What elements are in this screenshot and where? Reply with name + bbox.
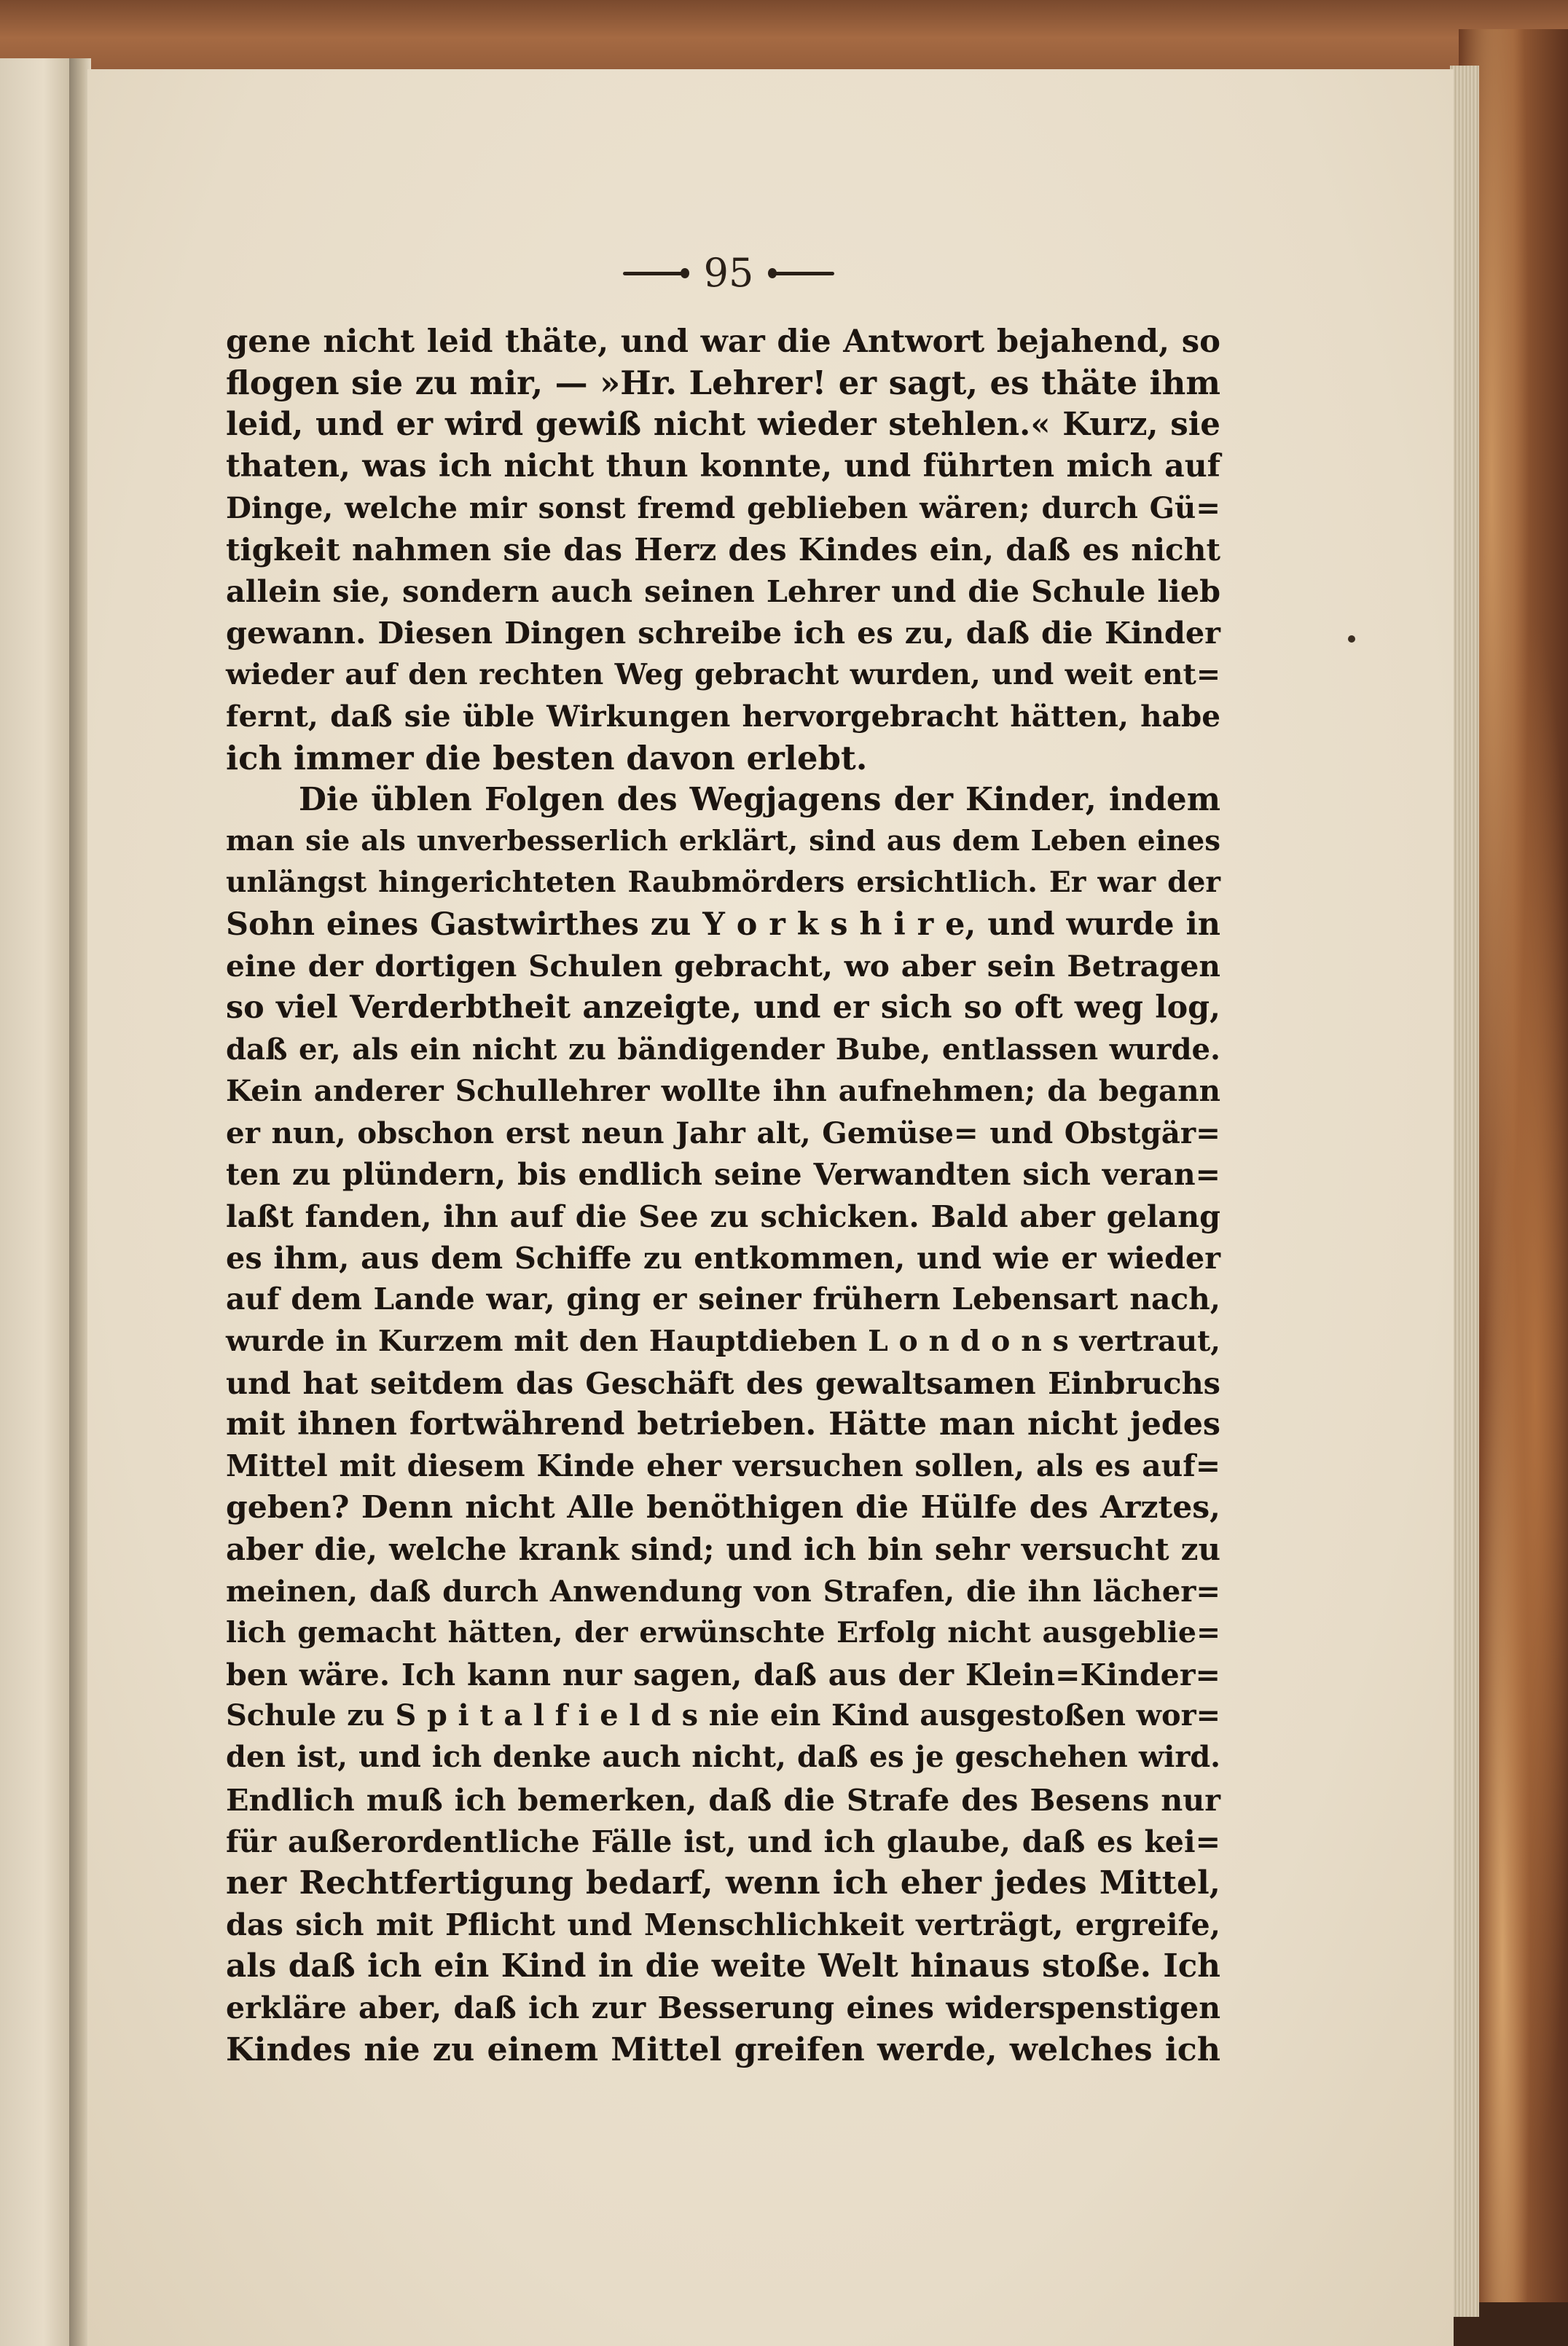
text-line: mit ihnen fortwährend betrieben. Hätte man nicht jedes <box>226 1405 1220 1443</box>
text-line: Sohn eines Gastwirthes zu Y o r k s h i r e, und wurde in <box>226 906 1220 943</box>
text-line: allein sie, sondern auch seinen Lehrer und die Schule lieb <box>226 573 1220 610</box>
text-line: es ihm, aus dem Schiffe zu entkommen, und wie er wieder <box>226 1240 1220 1276</box>
text-line: Mittel mit diesem Kinde eher versuchen sollen, als es auf= <box>226 1448 1220 1484</box>
text-line: Kindes nie zu einem Mittel greifen werde, welches ich <box>226 2030 1220 2068</box>
text-line: tigkeit nahmen sie das Herz des Kindes ein, daß es nicht <box>226 530 1220 568</box>
text-line: ner Rechtfertigung bedarf, wenn ich eher jedes Mittel, <box>226 1864 1220 1902</box>
text-line: das sich mit Pflicht und Menschlichkeit verträgt, ergreife, <box>226 1907 1220 1943</box>
text-line: ben wäre. Ich kann nur sagen, daß aus der Klein=Kinder= <box>226 1657 1220 1692</box>
text-line: Dinge, welche mir sonst fremd geblieben wären; durch Gü= <box>226 490 1220 525</box>
text-line: gene nicht leid thäte, und war die Antwort bejahend, so <box>226 323 1220 360</box>
margin-spot <box>1348 635 1355 643</box>
text-line: unlängst hingerichteten Raubmörders ersichtlich. Er war der <box>226 866 1220 900</box>
text-line: so viel Verderbtheit anzeigte, und er sich so oft weg log, <box>226 989 1220 1026</box>
page-number: 95 <box>703 250 754 296</box>
text-line: Die üblen Folgen des Wegjagens der Kinder, indem <box>299 781 1220 819</box>
body-text <box>226 321 1220 2071</box>
text-line: ten zu plündern, bis endlich seine Verwandten sich veran= <box>226 1156 1220 1192</box>
text-line: wurde in Kurzem mit den Hauptdieben L o n d o n s vertraut, <box>226 1324 1220 1358</box>
text-line: eine der dortigen Schulen gebracht, wo aber sein Betragen <box>226 948 1220 984</box>
text-line: Schule zu S p i t a l f i e l d s nie ein Kind ausgestoßen wor= <box>226 1699 1220 1733</box>
text-line: auf dem Lande war, ging er seiner frühern Lebensart nach, <box>226 1282 1220 1317</box>
text-line: er nun, obschon erst neun Jahr alt, Gemüse= und Obstgär= <box>226 1115 1220 1150</box>
text-line: lich gemacht hätten, der erwünschte Erfolg nicht ausgeblie= <box>226 1615 1220 1649</box>
text-line: Kein anderer Schullehrer wollte ihn aufnehmen; da begann <box>226 1073 1220 1109</box>
page-edges <box>1450 66 1479 2317</box>
text-line: daß er, als ein nicht zu bändigender Bube, entlassen wurde. <box>226 1032 1220 1067</box>
header-ornament-left <box>623 272 685 275</box>
text-line: geben? Denn nicht Alle benöthigen die Hülfe des Arztes, <box>226 1489 1220 1526</box>
text-line: den ist, und ich denke auch nicht, daß es je geschehen wird. <box>226 1741 1220 1775</box>
header-ornament-right <box>772 272 834 275</box>
text-line: flogen sie zu mir, — »Hr. Lehrer! er sagt, es thäte ihm <box>226 364 1220 403</box>
text-line: als daß ich ein Kind in die weite Welt hinaus stoße. Ich <box>226 1947 1220 1985</box>
text-line: fernt, daß sie üble Wirkungen hervorgebracht hätten, habe <box>226 698 1220 734</box>
text-line: für außerordentliche Fälle ist, und ich glaube, daß es kei= <box>226 1823 1220 1859</box>
text-line: gewann. Diesen Dingen schreibe ich es zu, daß die Kinder <box>226 615 1220 651</box>
text-line: meinen, daß durch Anwendung von Strafen, die ihn lächer= <box>226 1574 1220 1609</box>
text-line: ich immer die besten davon erlebt. <box>226 738 868 777</box>
text-line: Endlich muß ich bemerken, daß die Strafe des Besens nur <box>226 1781 1220 1818</box>
text-line: erkläre aber, daß ich zur Besserung eines widerspenstigen <box>226 1990 1220 2025</box>
text-line: laßt fanden, ihn auf die See zu schicken. Bald aber gelang <box>226 1198 1220 1234</box>
page-header <box>597 240 860 306</box>
text-line: man sie als unverbesserlich erklärt, sind aus dem Leben eines <box>226 825 1220 858</box>
text-line: und hat seitdem das Geschäft des gewaltsamen Einbruchs <box>226 1365 1220 1401</box>
text-line: thaten, was ich nicht thun konnte, und führten mich auf <box>226 447 1220 484</box>
facing-page-edge <box>0 58 73 2346</box>
text-line: aber die, welche krank sind; und ich bin sehr versucht zu <box>226 1531 1220 1568</box>
text-line: leid, und er wird gewiß nicht wieder stehlen.« Kurz, sie <box>226 406 1220 444</box>
text-line: wieder auf den rechten Weg gebracht wurden, und weit ent= <box>226 657 1220 691</box>
